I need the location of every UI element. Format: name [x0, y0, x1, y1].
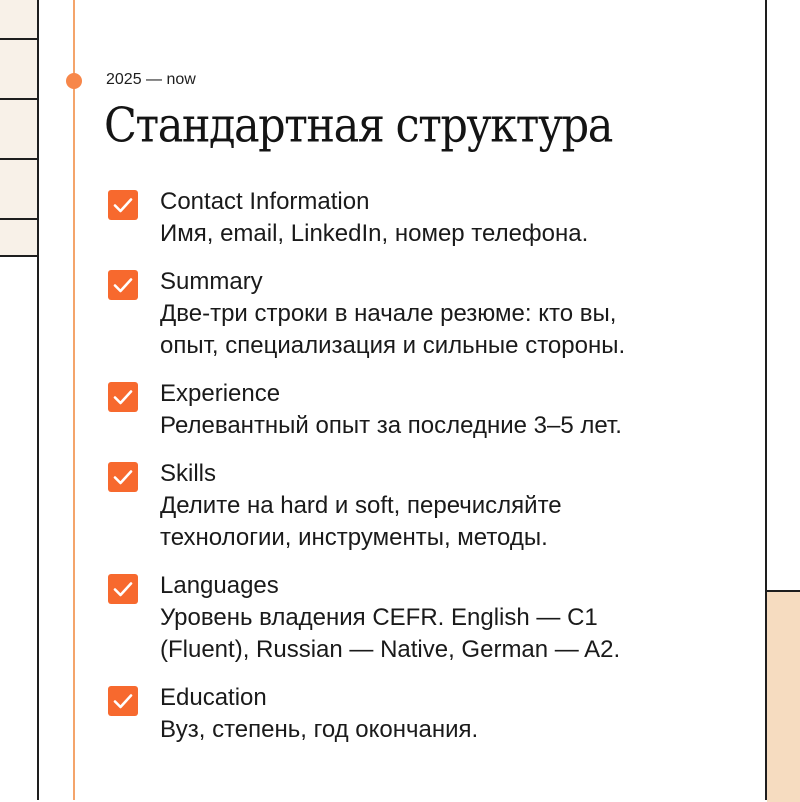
checklist-item-title: Experience — [160, 380, 281, 407]
checkbox-checked-icon[interactable] — [108, 270, 138, 300]
checklist — [108, 186, 748, 746]
checkbox-checked-icon[interactable] — [108, 382, 138, 412]
panel-row-divider — [0, 98, 37, 100]
checklist-item-title: Summary — [160, 268, 263, 295]
checklist-item-title: Languages — [160, 572, 279, 599]
right-decorative-block — [767, 590, 800, 802]
checklist-item-description: Уровень владения CEFR. English — C1 (Fluent), Russian — Native, German — A2. — [160, 604, 621, 663]
timeline-dot — [66, 73, 82, 89]
checklist-item — [108, 186, 748, 250]
panel-row-divider — [0, 158, 37, 160]
checklist-item-title: Education — [160, 684, 267, 711]
checklist-item — [108, 682, 748, 746]
panel-row-divider — [0, 218, 37, 220]
timeline-line — [73, 0, 75, 800]
checkbox-checked-icon[interactable] — [108, 190, 138, 220]
checklist-item-description: Вуз, степень, год окончания. — [160, 716, 479, 743]
checklist-item-title: Skills — [160, 460, 217, 487]
checklist-item-description: Релевантный опыт за последние 3–5 лет. — [160, 412, 622, 439]
checklist-item — [108, 378, 748, 442]
checkbox-checked-icon[interactable] — [108, 686, 138, 716]
checklist-item — [108, 266, 748, 362]
checkbox-checked-icon[interactable] — [108, 574, 138, 604]
panel-empty-area — [0, 257, 37, 800]
panel-row-divider — [0, 38, 37, 40]
checklist-item-title: Contact Information — [160, 188, 370, 215]
page-title: Стандартная структура — [104, 98, 612, 154]
date-range: 2025 — now — [106, 71, 196, 88]
checklist-item-description: Имя, email, LinkedIn, номер телефона. — [160, 220, 589, 247]
checklist-item-description: Две-три строки в начале резюме: кто вы, опыт, специализация и сильные стороны. — [160, 300, 626, 359]
checklist-item — [108, 570, 748, 666]
checklist-item — [108, 458, 748, 554]
checklist-item-description: Делите на hard и soft, перечисляйте технологии, инструменты, методы. — [160, 492, 562, 551]
left-decorative-panel — [0, 0, 39, 800]
checkbox-checked-icon[interactable] — [108, 462, 138, 492]
